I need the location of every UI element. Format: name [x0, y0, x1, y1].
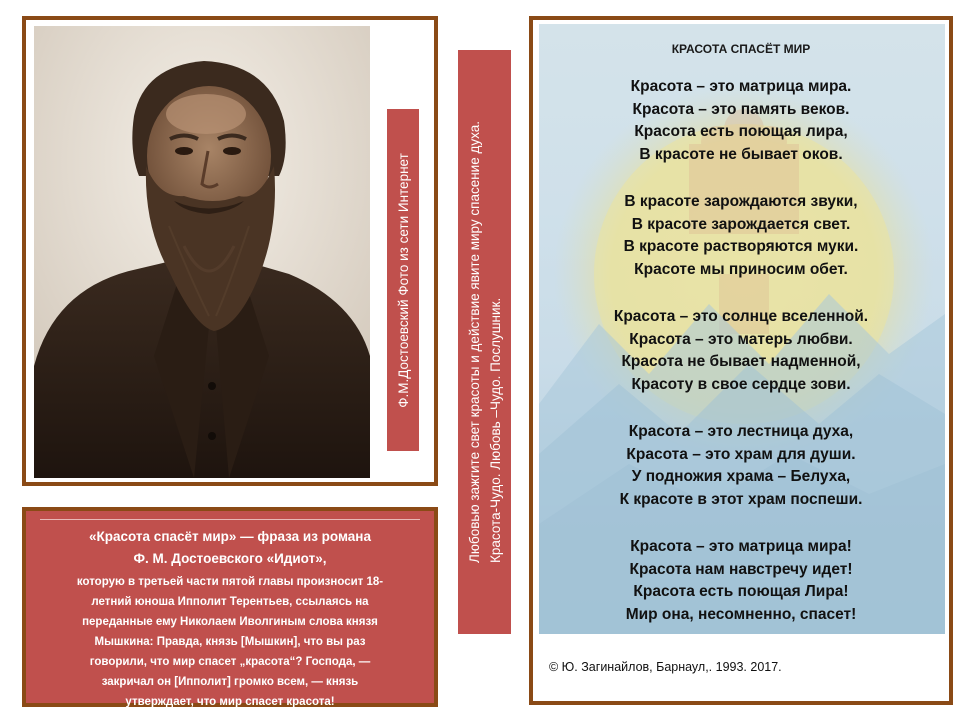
poem-stanza-2	[533, 191, 949, 281]
poem-line: У подножия храма – Белуха,	[631, 468, 851, 485]
quote-body-line: утверждает, что мир спасет красота!	[125, 696, 335, 708]
vertical-banner	[457, 49, 512, 635]
quote-body-line: говорили, что мир спасет „красота“? Господа, —	[89, 656, 371, 668]
poem-title: КРАСОТА СПАСЁТ МИР	[671, 42, 811, 56]
quote-line-1: «Красота спасёт мир» — фраза из романа	[89, 529, 371, 544]
quote-body-line: летний юноша Ипполит Терентьев, ссылаясь на	[91, 596, 369, 608]
poem-line: Красота нам навстречу идет!	[629, 560, 853, 578]
poem-stanza-1	[533, 76, 949, 166]
poem-line: Красота – это солнце вселенной.	[613, 308, 869, 325]
portrait-illustration	[34, 26, 370, 478]
poem-copyright: © Ю. Загинайлов, Барнаул,. 1993. 2017.	[549, 660, 782, 674]
poem-line: Красота – это лестница духа,	[628, 423, 854, 440]
banner-line-2: Красота-Чудо. Любовь –Чудо. Послушник.	[487, 297, 503, 563]
poem-line: В красоте растворяются муки.	[623, 238, 859, 255]
quote-box	[22, 507, 438, 707]
poem-line: Красота – это память веков.	[632, 100, 850, 118]
poem-line: В красоте зарождаются звуки,	[624, 193, 858, 210]
poem-line: Красоту в свое сердце зови.	[631, 375, 851, 393]
poem-line: Красота – это храм для души.	[626, 445, 856, 463]
poem-line: В красоте не бывает оков.	[639, 145, 843, 163]
portrait-photo	[34, 26, 370, 478]
portrait-frame	[22, 16, 438, 486]
quote-body	[38, 572, 422, 712]
poem-card	[529, 16, 953, 705]
poem-stanza-4	[533, 421, 949, 511]
poem-line: Красота есть поющая лира,	[634, 123, 848, 140]
poem-line: Красоте мы приносим обет.	[634, 260, 848, 278]
banner-line-1: Любовью зажгите свет красоты и действие явите миру спасение духа.	[466, 121, 482, 563]
quote-body-line: закричал он [Ипполит] громко всем, — князь	[101, 676, 359, 688]
poem-line: Красота есть поющая Лира!	[633, 583, 849, 600]
poem-text	[533, 42, 949, 651]
quote-body-line: которую в третьей части пятой главы произносит 18-	[76, 576, 384, 588]
poem-line: Красота – это матрица мира!	[630, 538, 852, 555]
poem-line: К красоте в этот храм поспеши.	[619, 490, 863, 508]
quote-line-2: Ф. М. Достоевского «Идиот»,	[133, 551, 327, 566]
poem-stanza-3	[533, 306, 949, 396]
poem-line: Мир она, несомненно, спасет!	[625, 605, 857, 623]
photo-caption-text: Ф.М.Достоевский Фото из сети Интернет	[395, 152, 411, 408]
photo-caption	[386, 108, 420, 452]
poem-line: Красота не бывает надменной,	[621, 353, 861, 370]
poem-stanza-5	[533, 536, 949, 626]
quote-divider	[40, 519, 420, 520]
quote-body-line: Мышкина: Правда, князь [Мышкин], что вы раз	[94, 636, 366, 648]
quote-body-line: переданные ему Николаем Иволгиным слова князя	[82, 616, 378, 628]
poem-line: В красоте зарождается свет.	[631, 215, 851, 233]
poem-line: Красота – это матрица мира.	[630, 78, 852, 95]
poem-line: Красота – это матерь любви.	[629, 330, 853, 348]
banner-text	[464, 121, 506, 563]
